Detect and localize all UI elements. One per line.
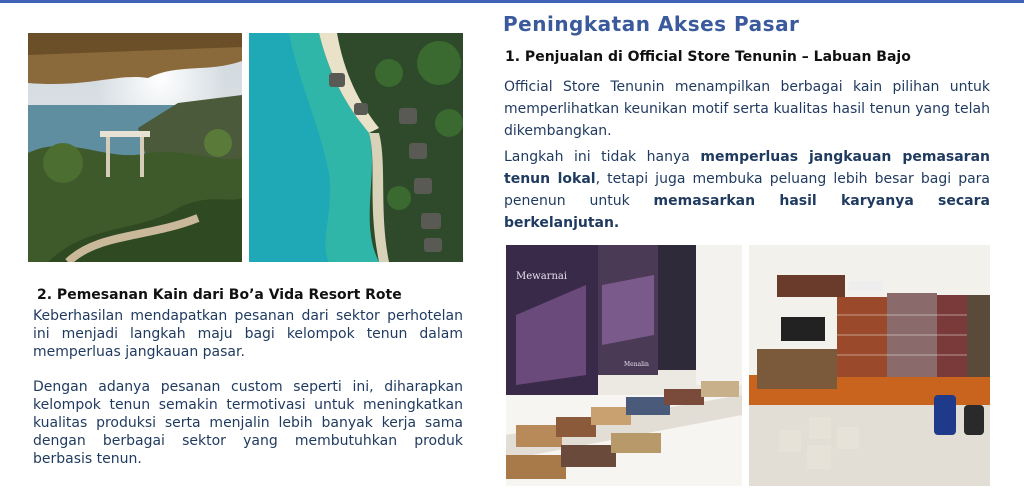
official-store-paragraph: Official Store Tenunin menampilkan berbagai kain pilihan untuk memperlihatkan keunikan motif serta kualitas hasil tenun yang telah dikembangkan.: [504, 79, 990, 139]
market-reach-emphasis-2: memasarkan hasil karyanya secara berkelanjutan.: [504, 193, 990, 231]
poster-label-mewarnai: Mewarnai: [516, 271, 568, 282]
market-reach-text-c: , tetapi juga membuka peluang lebih besar bagi para penenun untuk: [504, 171, 991, 209]
resort-beach-aerial-photo: [249, 33, 463, 262]
market-reach-paragraph: [504, 146, 990, 234]
resort-order-paragraph-2: Dengan adanya pesanan custom seperti ini, diharapkan kelompok tenun semakin termotivasi untuk meningkatkan kualitas produksi serta menjalin lebih banyak kerja sama dengan berbagai sektor yang membutuhkan produk berbasis tenun.: [33, 379, 463, 467]
market-reach-emphasis-1: memperluas jangkauan pemasaran tenun lokal: [504, 149, 990, 187]
page-title: Peningkatan Akses Pasar: [503, 12, 800, 36]
section-heading-official-store: 1. Penjualan di Official Store Tenunin – Labuan Bajo: [505, 49, 911, 65]
poster-label-menalin: Menalin: [624, 361, 649, 368]
top-accent-rule: [0, 0, 1024, 3]
resort-cliff-photo: [28, 33, 242, 262]
section-heading-resort-order: 2. Pemesanan Kain dari Bo’a Vida Resort Rote: [37, 287, 402, 303]
store-display-photo: [506, 245, 742, 486]
market-reach-text-a: Langkah ini tidak hanya: [504, 149, 701, 165]
resort-order-paragraph-1: Keberhasilan mendapatkan pesanan dari sektor perhotelan ini menjadi langkah maju bagi kelompok tenun dalam memperluas jangkauan pasar.: [33, 308, 463, 360]
store-interior-photo: [749, 245, 990, 486]
